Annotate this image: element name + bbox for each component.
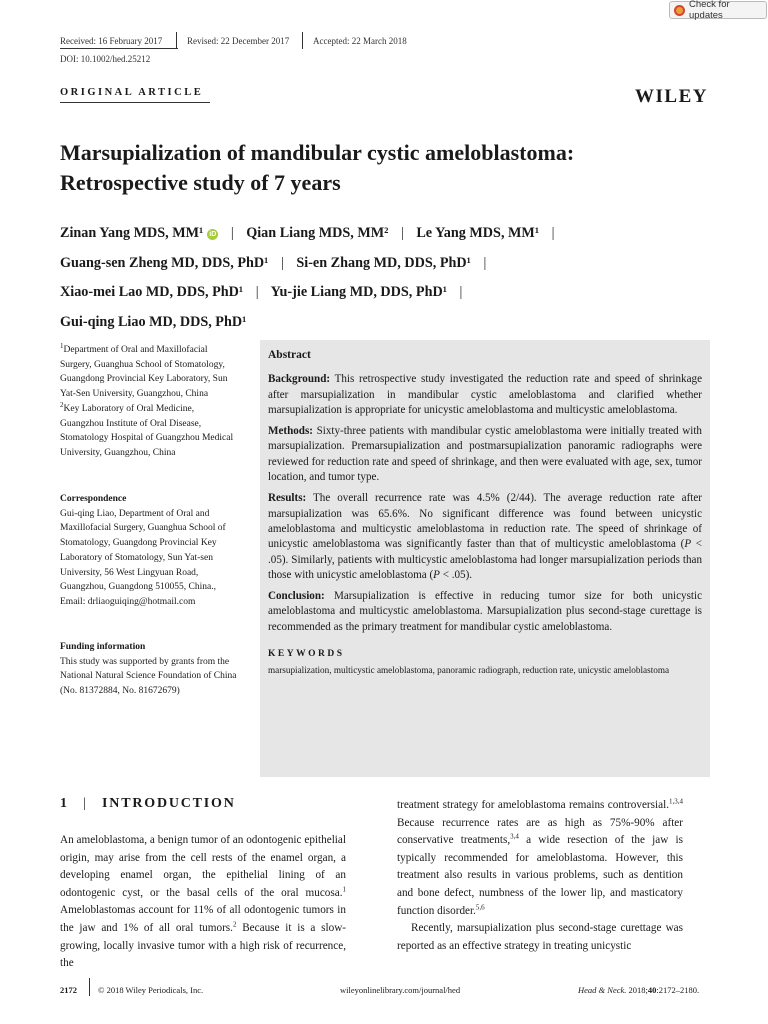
- journal-citation: Head & Neck. 2018;40:2172–2180.: [578, 985, 700, 995]
- author: Qian Liang MDS, MM²: [246, 225, 389, 241]
- author: Si-en Zhang MD, DDS, PhD¹: [296, 254, 471, 271]
- abstract-conclusion: Conclusion: Marsupialization is effective in reducing tumor size for both unicystic ameloblastoma and multicystic ameloblastoma. Marsupialization plus second-stage curettage is recommended as the primary treatment for mandibular cystic ameloblastoma.: [268, 590, 702, 633]
- crossmark-icon: [674, 5, 685, 16]
- title-line: Retrospective study of 7 years: [60, 170, 341, 195]
- author-separator: |: [255, 284, 259, 300]
- intro-paragraph: Recently, marsupialization plus second-stage curettage was reported as an effective strategy in treating unicystic: [397, 922, 683, 952]
- author-list: [60, 219, 700, 337]
- abstract-methods: Methods: Sixty-three patients with mandibular cystic ameloblastoma were initially treated with marsupialization. Premarsupialization and postmarsupialization panoramic radiographs were reviewed for reduction rate and speed of shrinkage, and then were evaluated with age, sex, tumor location, and tumor type.: [268, 425, 702, 484]
- article-type-rule: [60, 102, 210, 103]
- author-line: [60, 308, 700, 338]
- correspondence-heading: Correspondence: [60, 494, 127, 504]
- affiliation-text: Department of Oral and Maxillofacial Surgery, Guanghua School of Stomatology, Guangdong Provincial Key Laboratory, Sun Yat-Sen University, Guangzhou, China: [60, 345, 228, 400]
- author-line: [60, 219, 700, 249]
- keywords-text: marsupialization, multicystic ameloblastoma, panoramic radiograph, reduction rate, unicystic ameloblastoma: [268, 665, 670, 676]
- funding-heading: Funding information: [60, 642, 146, 652]
- article-type: ORIGINAL ARTICLE: [60, 87, 204, 98]
- author: Xiao-mei Lao MD, DDS, PhD¹: [60, 284, 244, 300]
- author: Le Yang MDS, MM¹: [416, 225, 540, 241]
- abstract-results: Results: The overall recurrence rate was 4.5% (2/44). The average reduction rate after marsupialization was 65.6%. No significant difference was found between unicystic ameloblastoma and multicystic ameloblastoma in reduction rate. The speed of shrinkage of unicystic ameloblastoma was significantly faster than that of multicystic ameloblastoma (P < .05). Similarly, patients with multicystic ameloblastoma had longer marsupialization periods than those with unicystic ameloblastoma (P < .05).: [268, 492, 703, 581]
- abstract-content: [268, 348, 702, 678]
- article-title: [60, 138, 680, 198]
- affiliation-1: [60, 343, 240, 402]
- section-number: 1: [60, 796, 69, 811]
- abstract-background: Background: This retrospective study investigated the reduction rate and speed of shrinkage after marsupialization in mandibular cystic ameloblastoma and clarified whether marsupialization is appropriate for unicystic ameloblastoma and multicystic ameloblastoma.: [268, 373, 702, 416]
- affiliation-number: 1: [60, 341, 64, 350]
- orcid-icon[interactable]: iD: [209, 231, 217, 238]
- title-line: Marsupialization of mandibular cystic ameloblastoma:: [60, 140, 575, 165]
- intro-right-column: [397, 797, 683, 955]
- author-separator: |: [230, 225, 234, 241]
- author: Gui-qing Liao MD, DDS, PhD¹: [60, 313, 247, 330]
- intro-paragraph: treatment strategy for ameloblastoma remains controversial.$^{1,3,4}$ Because recurrence rates are as high as 75%-90% after conservative treatments,$^{3,4}$ a wide resection of the jaw is typically recommended for ameloblastoma. However, this treatment also results in various problems, such as dentition and bone defect, numbness of the lower lip, and masticatory function disorder.$^{5,6}$: [397, 797, 683, 917]
- affiliation-text: Key Laboratory of Oral Medicine, Guangzhou Institute of Oral Disease, Stomatology Hospital of Guangzhou Medical University, Guangzhou, China: [60, 403, 234, 458]
- author-separator: |: [280, 254, 284, 271]
- journal-url[interactable]: wileyonlinelibrary.com/journal/hed: [340, 985, 461, 995]
- author-separator: |: [400, 225, 404, 241]
- author-separator: |: [459, 284, 463, 300]
- keywords-heading: KEYWORDS: [268, 649, 345, 660]
- affiliation-number: 2: [60, 400, 64, 409]
- section-title: INTRODUCTION: [102, 796, 236, 811]
- author: Yu-jie Liang MD, DDS, PhD¹: [270, 284, 447, 300]
- doi[interactable]: DOI: 10.1002/hed.25212: [60, 54, 151, 64]
- footer-divider: [89, 978, 90, 996]
- author: Guang-sen Zheng MD, DDS, PhD¹: [60, 254, 269, 271]
- accepted-date: Accepted: 22 March 2018: [313, 36, 407, 46]
- author-separator: |: [551, 225, 555, 241]
- funding: [60, 640, 240, 699]
- intro-paragraph: An ameloblastoma, a benign tumor of an odontogenic epithelial origin, may arise from the cell rests of the enamel organ, a developing enamel organ, the epithelial lining of an odontogenic cyst, or the basal cells of the oral mucosa.$^1$ Ameloblastomas account for 11% of all odontogenic tumors in the jaw and 1% of all oral tumors.$^2$ Because it is a slow-growing, locally invasive tumor with a high risk of recurrence, the: [60, 834, 347, 970]
- revised-date: Revised: 22 December 2017: [187, 36, 290, 46]
- author-separator: |: [483, 254, 487, 271]
- abstract-heading: Abstract: [268, 349, 311, 361]
- correspondence-email[interactable]: Email: drliaoguiqing@hotmail.com: [60, 596, 196, 607]
- header-divider: [176, 32, 177, 49]
- author: Zinan Yang MDS, MM¹: [60, 225, 204, 241]
- check-for-updates-button[interactable]: [669, 1, 767, 19]
- abstract-box: [260, 340, 710, 777]
- funding-text: This study was supported by grants from the National Natural Science Foundation of China (No. 81372884, No. 81672679): [60, 656, 237, 697]
- section-separator: |: [83, 796, 88, 811]
- intro-heading: [60, 796, 236, 812]
- publisher-logo: WILEY: [635, 86, 708, 107]
- correspondence: [60, 492, 240, 610]
- header-rule: [60, 48, 178, 49]
- check-for-updates-label: Check for updates: [688, 0, 730, 21]
- page-number: 2172: [60, 985, 77, 995]
- copyright: © 2018 Wiley Periodicals, Inc.: [98, 985, 204, 995]
- affiliations: [60, 343, 240, 461]
- received-date: Received: 16 February 2017: [60, 36, 163, 46]
- correspondence-text: Gui-qing Liao, Department of Oral and Maxillofacial Surgery, Guanghua School of Stomatology, Guangdong Provincial Key Laboratory of Stomatology, Sun Yat-sen University, 56 West Lingyuan Road, Guangzhou, Guangdong 510055, China.,: [60, 508, 226, 593]
- affiliation-2: [60, 402, 240, 461]
- author-line: [60, 249, 700, 279]
- author-line: [60, 278, 700, 308]
- header-divider: [302, 32, 303, 49]
- intro-left-column: [60, 832, 346, 973]
